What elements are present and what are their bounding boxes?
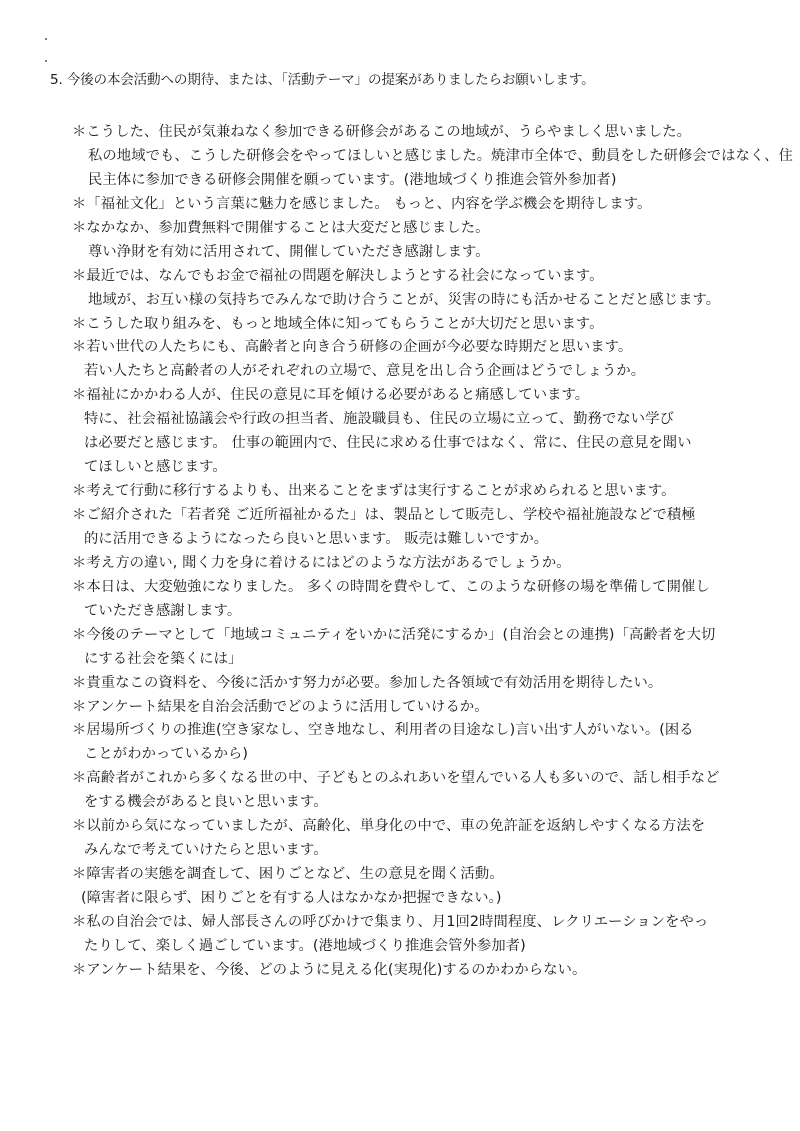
comment-item bbox=[72, 576, 796, 624]
comment-line: は必要だと感じます。 仕事の範囲内で、住民に求める仕事ではなく、常に、住民の意見を聞い bbox=[84, 435, 692, 452]
comment-line: ＊最近では、なんでもお金で福祉の問題を解決しようとする社会になっています。 bbox=[72, 267, 604, 284]
comment-line: みんなで考えていけたらと思います。 bbox=[84, 842, 328, 859]
comment-line: 地域が、お互い様の気持ちでみんなで助け合うことが、災害の時にも活かせることだと感じます。 bbox=[88, 291, 721, 308]
comment-line: ＊こうした取り組みを、もっと地域全体に知ってもらうことが大切だと思います。 bbox=[72, 315, 604, 332]
comment-item bbox=[72, 504, 796, 552]
comment-line: (障害者に限らず、困りごとを有する人はなかなか把握できない。) bbox=[81, 890, 502, 906]
comment-line: てほしいと感じます。 bbox=[84, 459, 227, 476]
comment-line: 尊い浄財を有効に活用されて、開催していただき感謝します。 bbox=[88, 243, 490, 260]
comment-line: ＊高齢者がこれから多くなる世の中、子どもとのふれあいを望んでいる人も多いので、話し相手など bbox=[72, 770, 720, 787]
comment-line: ＊「福祉文化」という言葉に魅力を感じました。 もっと、内容を学ぶ機会を期待します。 bbox=[72, 195, 652, 212]
comment-item bbox=[72, 863, 796, 911]
comment-item bbox=[72, 672, 796, 696]
comment-line: ＊若い世代の人たちにも、高齢者と向き合う研修の企画が今必要な時期だと思います。 bbox=[72, 339, 633, 356]
comment-item bbox=[72, 480, 796, 504]
comment-item bbox=[72, 696, 796, 720]
comment-line: ＊アンケート結果を自治会活動でどのように活用していけるか。 bbox=[72, 698, 489, 715]
comment-item bbox=[72, 265, 796, 313]
comment-line: ＊こうした、住民が気兼ねなく参加できる研修会があるこの地域が、うらやましく思いました。 bbox=[72, 124, 692, 140]
question-heading: 5. 今後の本会活動への期待、または、「活動テーマ」の提案がありましたらお願いします。 bbox=[50, 72, 595, 88]
comment-item bbox=[72, 767, 796, 815]
comment-line: ＊障害者の実態を調査して、困りごとなど、生の意見を聞く活動。 bbox=[72, 866, 504, 883]
comment-line: ＊今後のテーマとして「地域コミュニティをいかに活発にするか」(自治会との連携)「高齢者を大切 bbox=[72, 626, 716, 643]
comment-line: 若い人たちと高齢者の人がそれぞれの立場で、意見を出し合う企画はどうでしょうか。 bbox=[84, 363, 646, 380]
comment-line: をする機会があると良いと思います。 bbox=[84, 794, 328, 811]
comment-line: ＊ご紹介された「若者発 ご近所福祉かるた」は、製品として販売し、学校や福祉施設などで積極 bbox=[72, 507, 696, 523]
comment-line: ＊なかなか、参加費無料で開催することは大変だと感じました。 bbox=[72, 219, 490, 236]
comment-line: ＊考え方の違い, 聞く力を身に着けるにはどのような方法があるでしょうか。 bbox=[72, 554, 571, 571]
comment-item bbox=[72, 313, 796, 337]
comment-list bbox=[72, 121, 796, 983]
comment-line: 私の地域でも、こうした研修会をやってほしいと感じました。焼津市全体で、動員をした研修会ではなく、住 bbox=[88, 147, 793, 164]
comment-line: ＊私の自治会では、婦人部長さんの呼びかけで集まり、月1回2時間程度、レクリエーションをやっ bbox=[72, 913, 709, 930]
comment-line: ＊考えて行動に移行するよりも、出来ることをまずは実行することが求められると思います。 bbox=[72, 483, 676, 500]
comment-line: にする社会を築くには」 bbox=[84, 650, 243, 667]
comment-line: ことがわかっているから) bbox=[84, 746, 249, 763]
comment-item bbox=[72, 815, 796, 863]
comment-item bbox=[72, 719, 796, 767]
scan-speck bbox=[45, 38, 47, 40]
comment-item bbox=[72, 121, 796, 193]
comment-line: 的に活用できるようになったら良いと思います。 販売は難しいですか。 bbox=[84, 530, 549, 547]
comment-line: ＊福祉にかかわる人が、住民の意見に耳を傾ける必要があると痛感しています。 bbox=[72, 387, 590, 404]
comment-item bbox=[72, 552, 796, 576]
comment-item bbox=[72, 624, 796, 672]
comment-item bbox=[72, 217, 796, 265]
comment-line: ＊居場所づくりの推進(空き家なし、空き地なし、利用者の目途なし)言い出す人がいない。(困る bbox=[72, 722, 694, 739]
scan-speck bbox=[45, 60, 47, 62]
comment-line: ＊本日は、大変勉強になりました。 多くの時間を費やして、このような研修の場を準備して開催し bbox=[72, 578, 710, 595]
comment-line: 民主体に参加できる研修会開催を願っています。(港地域づくり推進会管外参加者) bbox=[88, 171, 617, 188]
comment-line: たりして、楽しく過ごしています。(港地域づくり推進会管外参加者) bbox=[84, 937, 526, 954]
comment-item bbox=[72, 193, 796, 217]
comment-item bbox=[72, 336, 796, 384]
comment-line: ていただき感謝します。 bbox=[84, 602, 242, 619]
comment-item bbox=[72, 911, 796, 959]
comment-line: ＊貴重なこの資料を、今後に活かす努力が必要。参加した各領域で有効活用を期待したい。 bbox=[72, 674, 663, 691]
comment-line: ＊以前から気になっていましたが、高齢化、単身化の中で、車の免許証を返納しやすくなる方法を bbox=[72, 818, 706, 835]
comment-line: 特に、社会福祉協議会や行政の担当者、施設職員も、住民の立場に立って、勤務でない学び bbox=[84, 411, 674, 428]
comment-item bbox=[72, 959, 796, 983]
comment-item bbox=[72, 384, 796, 480]
comment-line: ＊アンケート結果を、今後、どのように見える化(実現化)するのかわからない。 bbox=[72, 961, 587, 978]
